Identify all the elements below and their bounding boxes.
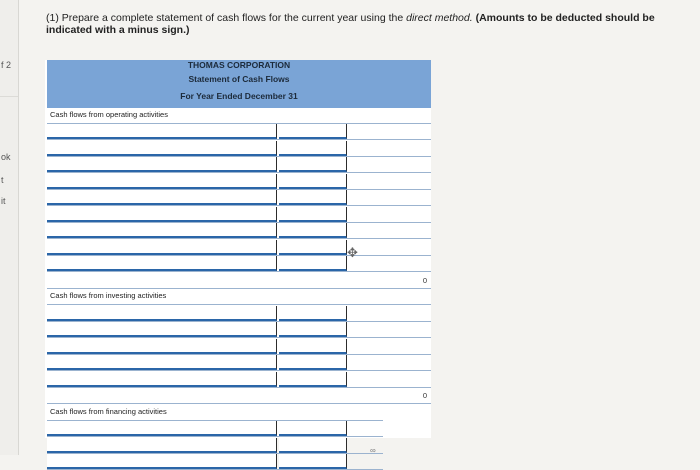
entry-row <box>47 240 431 256</box>
entry-row <box>47 421 383 437</box>
sidebar-item-label[interactable]: f 2 <box>1 60 12 70</box>
description-input[interactable] <box>47 190 277 205</box>
section-total-value: 0 <box>422 275 427 285</box>
amount-input[interactable] <box>279 306 347 321</box>
company-name: THOMAS CORPORATION <box>187 60 291 70</box>
description-input[interactable] <box>47 223 277 238</box>
description-input[interactable] <box>47 421 277 436</box>
section-label-row <box>47 405 383 421</box>
entry-row <box>47 355 431 371</box>
amount-input[interactable] <box>279 240 347 255</box>
description-input[interactable] <box>47 124 277 139</box>
section-label: Cash flows from operating activities <box>50 110 168 119</box>
entry-row <box>47 306 431 322</box>
link-icon[interactable]: ∞ <box>370 446 376 455</box>
entry-row <box>47 339 431 355</box>
amount-input[interactable] <box>279 157 347 172</box>
amount-input[interactable] <box>279 322 347 337</box>
amount-input[interactable] <box>279 438 347 453</box>
amount-input[interactable] <box>279 141 347 156</box>
instruction-method: direct method. <box>406 12 473 24</box>
instruction-text: (1) Prepare a complete statement of cash flows for the current year using the <box>46 12 404 24</box>
section-total-row <box>47 273 431 289</box>
amount-input[interactable] <box>279 454 347 469</box>
statement-title: Statement of Cash Flows <box>188 74 290 84</box>
amount-input[interactable] <box>279 421 347 436</box>
description-input[interactable] <box>47 240 277 255</box>
section-total-value: 0 <box>422 391 427 400</box>
description-input[interactable] <box>47 454 277 469</box>
amount-input[interactable] <box>279 355 347 370</box>
sidebar-divider <box>0 96 18 97</box>
amount-input[interactable] <box>279 339 347 354</box>
amount-input[interactable] <box>279 256 347 271</box>
description-input[interactable] <box>47 141 277 156</box>
section-label: Cash flows from financing activities <box>50 406 167 416</box>
description-input[interactable] <box>47 339 277 354</box>
entry-row <box>47 256 431 272</box>
description-input[interactable] <box>47 207 277 222</box>
statement-period: For Year Ended December 31 <box>180 91 298 101</box>
description-input[interactable] <box>47 438 277 453</box>
description-input[interactable] <box>47 372 277 387</box>
entry-row <box>47 372 431 388</box>
section-total-row <box>47 388 431 404</box>
amount-input[interactable] <box>279 190 347 205</box>
amount-input[interactable] <box>279 174 347 189</box>
description-input[interactable] <box>47 322 277 337</box>
description-input[interactable] <box>47 256 277 271</box>
amount-input[interactable] <box>279 372 347 387</box>
amount-input[interactable] <box>279 124 347 139</box>
question-instruction <box>46 12 686 36</box>
description-input[interactable] <box>47 306 277 321</box>
description-input[interactable] <box>47 157 277 172</box>
amount-input[interactable] <box>279 207 347 222</box>
move-cursor-icon: ✥ <box>347 245 358 260</box>
entry-row <box>47 141 431 157</box>
entry-row <box>47 174 431 190</box>
left-sidebar <box>0 0 19 455</box>
cash-flow-worksheet <box>45 60 431 438</box>
description-input[interactable] <box>47 174 277 189</box>
entry-row <box>47 454 383 470</box>
entry-row <box>47 207 431 223</box>
entry-row <box>47 438 383 454</box>
entry-row <box>47 157 431 173</box>
sidebar-item-label[interactable]: t <box>1 175 4 185</box>
sidebar-item-label[interactable]: it <box>1 196 6 206</box>
instruction-note: (Amounts to be deducted should be indicated with a minus sign.) <box>46 12 655 36</box>
section-label: Cash flows from investing activities <box>50 291 167 300</box>
section-label-row <box>47 289 431 305</box>
section-label-row <box>47 108 431 124</box>
sidebar-item-label[interactable]: ok <box>1 152 11 162</box>
entry-row <box>47 124 431 140</box>
description-input[interactable] <box>47 355 277 370</box>
amount-input[interactable] <box>279 223 347 238</box>
entry-row <box>47 190 431 206</box>
entry-row <box>47 322 431 338</box>
entry-row <box>47 223 431 239</box>
